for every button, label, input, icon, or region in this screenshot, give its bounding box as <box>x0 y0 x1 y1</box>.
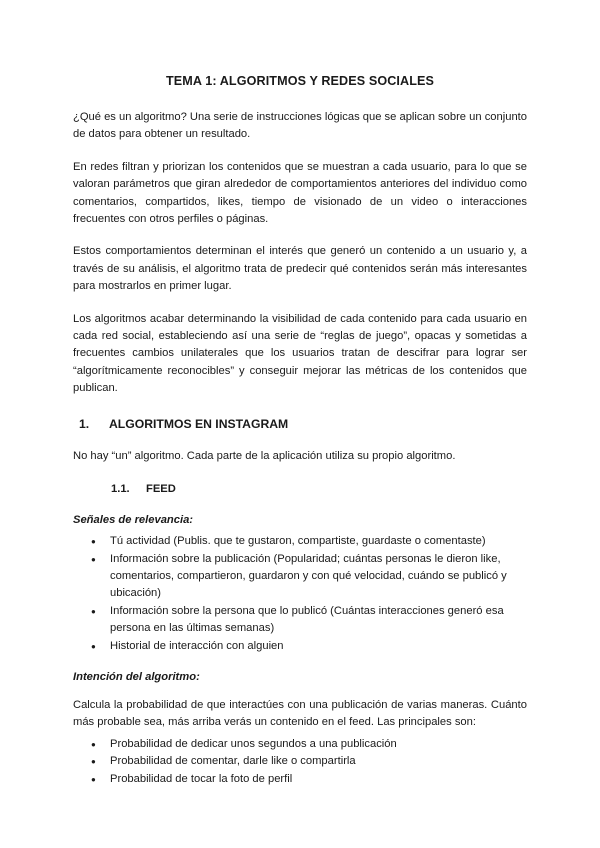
list-item <box>73 533 527 550</box>
list-item <box>73 753 527 770</box>
section-intro-paragraph: No hay “un” algoritmo. Cada parte de la aplicación utiliza su propio algoritmo. <box>73 449 456 462</box>
intent-label: Intención del algoritmo: <box>73 670 200 683</box>
list-item-text: Historial de interacción con alguien <box>110 639 284 652</box>
bullet-icon: ● <box>91 537 96 547</box>
intent-list <box>73 736 527 788</box>
signals-label: Señales de relevancia: <box>73 514 194 527</box>
intro-paragraph-filtering: En redes filtran y priorizan los contenidos que se muestran a cada usuario, para lo que se valoran parámetros que giran alrededor de comportamientos anteriores del individuo como comentarios, compartidos, likes, tiempo de visionado de un video o interacciones frecuentes con otros perfiles o páginas. <box>73 160 527 226</box>
intent-paragraph: Calcula la probabilidad de que interactúes con una publicación de varias maneras. Cuánto más probable sea, más arriba verás un contenido en el feed. Las principales son: <box>73 698 527 729</box>
document-page <box>73 62 527 788</box>
list-item <box>73 771 527 788</box>
list-item-text: Probabilidad de dedicar unos segundos a una publicación <box>110 737 397 750</box>
list-item <box>73 736 527 753</box>
subsection-number: 1.1. <box>111 483 130 496</box>
intro-paragraph-definition: ¿Qué es un algoritmo? Una serie de instrucciones lógicas que se aplican sobre un conjunto de datos para obtener un resultado. <box>73 111 527 141</box>
bullet-icon: ● <box>91 554 96 564</box>
list-item-text: Información sobre la persona que lo publicó (Cuántas interacciones generó esa persona en las últimas semanas) <box>110 604 504 635</box>
list-item-text: Información sobre la publicación (Popularidad; cuántas personas le dieron like, comentarios, compartieron, guardaron y con qué velocidad, cuándo se publicó y ubicación) <box>110 552 507 600</box>
section-title: ALGORITMOS EN INSTAGRAM <box>109 416 289 431</box>
bullet-icon: ● <box>91 757 96 767</box>
subsection-heading-feed <box>73 480 527 498</box>
bullet-icon: ● <box>91 606 96 616</box>
list-item <box>73 551 527 603</box>
subsection-title: FEED <box>146 483 176 496</box>
list-item-text: Tú actividad (Publis. que te gustaron, compartiste, guardaste o comentaste) <box>110 535 486 548</box>
list-item-text: Probabilidad de tocar la foto de perfil <box>110 772 293 785</box>
intro-paragraph-visibility: Los algoritmos acabar determinando la visibilidad de cada contenido para cada usuario en cada red social, estableciendo así una serie de “reglas de juego”, opacas y sometidas a frecuentes cambios unilaterales que los usuarios tratan de descifrar para lograr ser “algorítmicamente reconocibles” y conseguir mejorar las métricas de los contenidos que publican. <box>73 312 527 395</box>
list-item <box>73 638 527 655</box>
signals-list <box>73 533 527 655</box>
intro-paragraph-prediction: Estos comportamientos determinan el interés que generó un contenido a un usuario y, a través de su análisis, el algoritmo trata de predecir qué contenidos serán más interesantes para mostrarlos en primer lugar. <box>73 245 527 293</box>
section-number: 1. <box>79 416 90 431</box>
section-heading-instagram <box>73 415 527 433</box>
list-item-text: Probabilidad de comentar, darle like o compartirla <box>110 755 356 768</box>
list-item <box>73 603 527 638</box>
bullet-icon: ● <box>91 774 96 784</box>
document-title: TEMA 1: ALGORITMOS Y REDES SOCIALES <box>166 74 434 88</box>
bullet-icon: ● <box>91 641 96 651</box>
bullet-icon: ● <box>91 739 96 749</box>
